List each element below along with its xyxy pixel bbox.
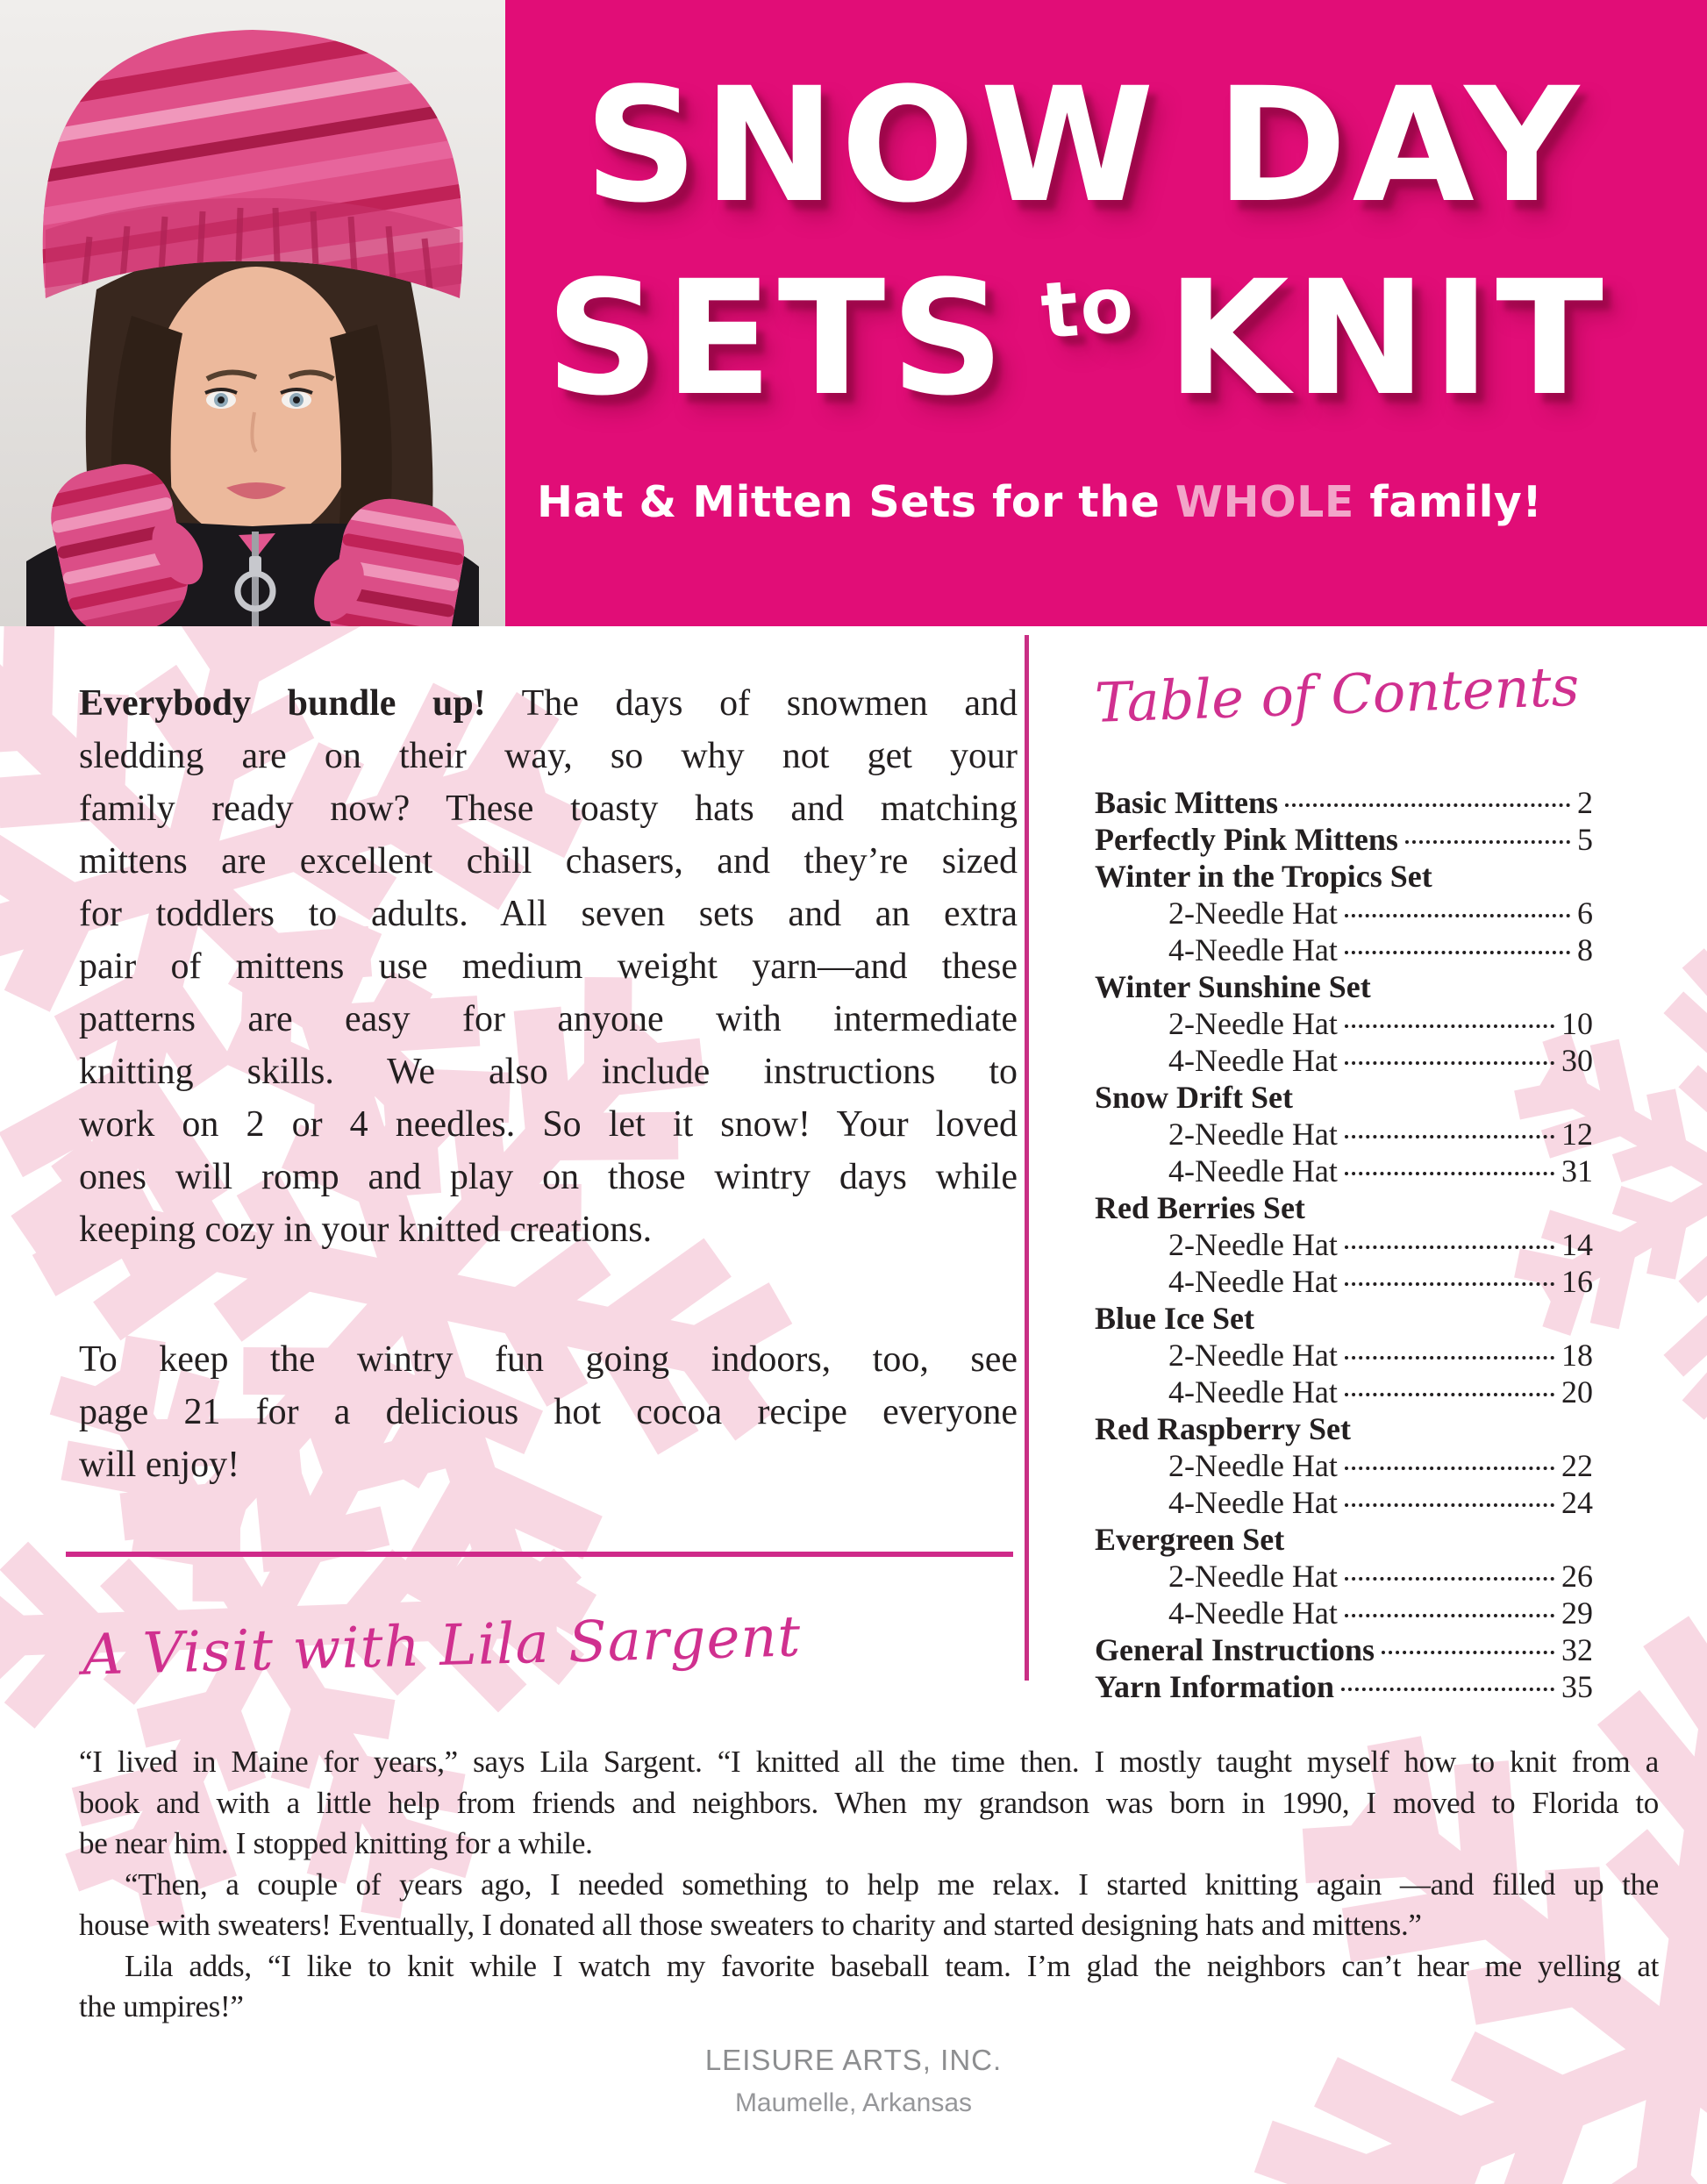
toc-entry-label: 4-Needle Hat bbox=[1168, 1485, 1338, 1520]
toc-entry-label: 4-Needle Hat bbox=[1168, 1264, 1338, 1299]
toc-entry-label: Evergreen Set bbox=[1095, 1522, 1285, 1557]
intro-line: family ready now? These toasty hats and matching bbox=[79, 789, 1018, 829]
toc-row bbox=[1095, 1005, 1593, 1042]
toc-entry-label: 4-Needle Hat bbox=[1168, 1374, 1338, 1410]
toc-page-number: 29 bbox=[1561, 1595, 1593, 1631]
toc-entry-label: Basic Mittens bbox=[1095, 785, 1278, 820]
title-line-1 bbox=[584, 56, 1584, 237]
visit-line: book and with a little help from friends and neighbors. When my grandson was born in 1990, I moved to Florida to bbox=[79, 1785, 1659, 1820]
intro-line: pair of mittens use medium weight yarn—and these bbox=[79, 946, 1018, 987]
toc-row bbox=[1095, 895, 1593, 931]
visit-line: the umpires!” bbox=[79, 1989, 244, 2023]
toc-entry-label: Perfectly Pink Mittens bbox=[1095, 822, 1398, 857]
intro-line: mittens are excellent chill chasers, and they’re sized bbox=[79, 841, 1018, 881]
toc-entry-label: 2-Needle Hat bbox=[1168, 1117, 1338, 1152]
toc-entry-label: Red Berries Set bbox=[1095, 1190, 1305, 1225]
intro-column bbox=[79, 677, 1018, 1491]
toc-entry-label: 4-Needle Hat bbox=[1168, 1043, 1338, 1078]
toc-row bbox=[1095, 1668, 1593, 1705]
toc-page-number: 8 bbox=[1577, 932, 1593, 967]
toc-page-number: 35 bbox=[1561, 1669, 1593, 1704]
publisher-location: Maumelle, Arkansas bbox=[734, 2088, 973, 2117]
toc-entry-label: 4-Needle Hat bbox=[1168, 1153, 1338, 1188]
eye bbox=[205, 389, 237, 409]
toc-row bbox=[1095, 1410, 1593, 1447]
toc-dot-leader bbox=[1345, 1614, 1554, 1617]
toc-page-number: 2 bbox=[1577, 785, 1593, 820]
toc-dot-leader bbox=[1345, 951, 1570, 954]
cover-photo-woman-in-pink-knit-hat bbox=[0, 0, 505, 626]
toc-heading: Table of Contents bbox=[1093, 653, 1581, 735]
toc-dot-leader bbox=[1345, 1061, 1554, 1065]
visit-line: house with sweaters! Eventually, I donated all those sweaters to charity and started designing hats and mittens.” bbox=[79, 1908, 1422, 1942]
toc-entry-label: Winter Sunshine Set bbox=[1095, 969, 1371, 1004]
toc-dot-leader bbox=[1341, 1688, 1554, 1691]
toc-row bbox=[1095, 1337, 1593, 1374]
intro-line: will enjoy! bbox=[79, 1445, 240, 1485]
toc-row bbox=[1095, 1079, 1593, 1116]
toc-dot-leader bbox=[1345, 1577, 1554, 1581]
visit-line: Lila adds, “I like to knit while I watch my favorite baseball team. I’m glad the neighbors can’t hear me yelling at bbox=[125, 1948, 1659, 1983]
subtitle bbox=[537, 477, 1677, 527]
toc-entry-label: 2-Needle Hat bbox=[1168, 1338, 1338, 1373]
toc-row bbox=[1095, 1631, 1593, 1668]
toc-row bbox=[1095, 1042, 1593, 1079]
toc-dot-leader bbox=[1345, 1356, 1554, 1360]
title-word-knit: KNIT bbox=[1167, 247, 1609, 431]
toc-row bbox=[1095, 784, 1593, 821]
toc-page-number: 18 bbox=[1561, 1338, 1593, 1373]
toc-row bbox=[1095, 858, 1593, 895]
toc-row bbox=[1095, 1189, 1593, 1226]
toc-page-number: 20 bbox=[1561, 1374, 1593, 1410]
toc-row bbox=[1095, 1484, 1593, 1521]
toc-dot-leader bbox=[1345, 1393, 1554, 1396]
toc-entry-label: Red Raspberry Set bbox=[1095, 1411, 1351, 1446]
intro-line: knitting skills. We also include instructions to bbox=[79, 1052, 1018, 1092]
toc-entry-label: Yarn Information bbox=[1095, 1669, 1335, 1704]
toc-entry-label: 2-Needle Hat bbox=[1168, 896, 1338, 931]
toc-dot-leader bbox=[1345, 1467, 1554, 1470]
intro-lead-in: Everybody bundle up! bbox=[79, 683, 486, 724]
visit-line: be near him. I stopped knitting for a while. bbox=[79, 1826, 593, 1860]
toc-dot-leader bbox=[1285, 803, 1570, 807]
visit-line: “Then, a couple of years ago, I needed something to help me relax. I started knitting again —and filled up the bbox=[125, 1866, 1659, 1902]
page-title bbox=[505, 56, 1707, 430]
visit-line: “I lived in Maine for years,” says Lila Sargent. “I knitted all the time then. I mostly taught myself how to knit from a bbox=[79, 1745, 1659, 1779]
toc-row bbox=[1095, 1447, 1593, 1484]
toc-page-number: 16 bbox=[1561, 1264, 1593, 1299]
toc-entry-label: 4-Needle Hat bbox=[1168, 932, 1338, 967]
toc-row bbox=[1095, 821, 1593, 858]
toc-dot-leader bbox=[1345, 1245, 1554, 1249]
horizontal-divider-rule bbox=[66, 1552, 1013, 1557]
title-line-2 bbox=[546, 249, 1609, 430]
toc-entry-label: Snow Drift Set bbox=[1095, 1080, 1293, 1115]
header-banner bbox=[0, 0, 1707, 626]
title-panel bbox=[505, 0, 1707, 626]
publisher-name: LEISURE ARTS, INC. bbox=[704, 2044, 1003, 2076]
title-word-to: to bbox=[1037, 258, 1139, 357]
intro-paragraph-1 bbox=[79, 677, 1018, 1256]
toc-dot-leader bbox=[1345, 914, 1570, 917]
intro-line: To keep the wintry fun going indoors, too, see bbox=[79, 1339, 1018, 1380]
eye bbox=[281, 389, 312, 409]
toc-page-number: 14 bbox=[1561, 1227, 1593, 1262]
intro-line: Everybody bundle up! The days of snowmen and bbox=[79, 683, 1018, 724]
toc-page-number: 24 bbox=[1561, 1485, 1593, 1520]
toc-page-number: 12 bbox=[1561, 1117, 1593, 1152]
subtitle-post: family! bbox=[1353, 477, 1543, 527]
title-word-sets: SETS bbox=[546, 247, 1011, 431]
toc-dot-leader bbox=[1345, 1024, 1554, 1028]
toc-row bbox=[1095, 1263, 1593, 1300]
toc-row bbox=[1095, 1300, 1593, 1337]
toc-page-number: 30 bbox=[1561, 1043, 1593, 1078]
toc-dot-leader bbox=[1345, 1282, 1554, 1286]
intro-line: patterns are easy for anyone with intermediate bbox=[79, 999, 1018, 1039]
toc-row bbox=[1095, 1595, 1593, 1631]
toc-dot-leader bbox=[1382, 1651, 1554, 1654]
toc-dot-leader bbox=[1345, 1503, 1554, 1507]
publisher-footer bbox=[0, 2044, 1707, 2118]
toc-dot-leader bbox=[1345, 1172, 1554, 1175]
toc-page-number: 6 bbox=[1577, 896, 1593, 931]
toc-entry-label: 2-Needle Hat bbox=[1168, 1227, 1338, 1262]
toc-dot-leader bbox=[1345, 1135, 1554, 1138]
intro-line: page 21 for a delicious hot cocoa recipe everyone bbox=[79, 1392, 1018, 1432]
toc-page-number: 22 bbox=[1561, 1448, 1593, 1483]
intro-paragraph-2 bbox=[79, 1333, 1018, 1491]
intro-line: work on 2 or 4 needles. So let it snow! Your loved bbox=[79, 1104, 1018, 1145]
toc-list bbox=[1095, 784, 1593, 1705]
toc-entry-label: Winter in the Tropics Set bbox=[1095, 859, 1432, 894]
toc-row bbox=[1095, 1116, 1593, 1153]
toc-entry-label: 2-Needle Hat bbox=[1168, 1559, 1338, 1594]
toc-row bbox=[1095, 1374, 1593, 1410]
toc-row bbox=[1095, 931, 1593, 968]
toc-row bbox=[1095, 1226, 1593, 1263]
toc-row bbox=[1095, 1521, 1593, 1558]
toc-row bbox=[1095, 968, 1593, 1005]
intro-line: sledding are on their way, so why not get your bbox=[79, 736, 1018, 776]
toc-entry-label: 4-Needle Hat bbox=[1168, 1595, 1338, 1631]
intro-line: keeping cozy in your knitted creations. bbox=[79, 1210, 653, 1250]
toc-page-number: 32 bbox=[1561, 1632, 1593, 1667]
visit-body-text bbox=[79, 1742, 1659, 2028]
vertical-column-separator bbox=[1025, 635, 1029, 1681]
visit-section-heading: A Visit with Lila Sargent bbox=[82, 1604, 803, 1688]
toc-page-number: 26 bbox=[1561, 1559, 1593, 1594]
subtitle-highlight: WHOLE bbox=[1175, 477, 1354, 527]
toc-page-number: 10 bbox=[1561, 1006, 1593, 1041]
intro-line: ones will romp and play on those wintry days while bbox=[79, 1157, 1018, 1197]
face bbox=[151, 267, 361, 544]
title-word-day: DAY bbox=[1216, 54, 1584, 238]
toc-row bbox=[1095, 1558, 1593, 1595]
toc-dot-leader bbox=[1405, 840, 1570, 844]
intro-line: for toddlers to adults. All seven sets and an extra bbox=[79, 894, 1018, 934]
toc-entry-label: General Instructions bbox=[1095, 1632, 1375, 1667]
subtitle-pre: Hat & Mitten Sets for the bbox=[537, 477, 1175, 527]
table-of-contents bbox=[1095, 651, 1593, 1705]
toc-entry-label: Blue Ice Set bbox=[1095, 1301, 1254, 1336]
toc-page-number: 31 bbox=[1561, 1153, 1593, 1188]
toc-entry-label: 2-Needle Hat bbox=[1168, 1448, 1338, 1483]
toc-row bbox=[1095, 1153, 1593, 1189]
toc-page-number: 5 bbox=[1577, 822, 1593, 857]
toc-entry-label: 2-Needle Hat bbox=[1168, 1006, 1338, 1041]
title-word-snow: SNOW bbox=[584, 54, 1160, 238]
